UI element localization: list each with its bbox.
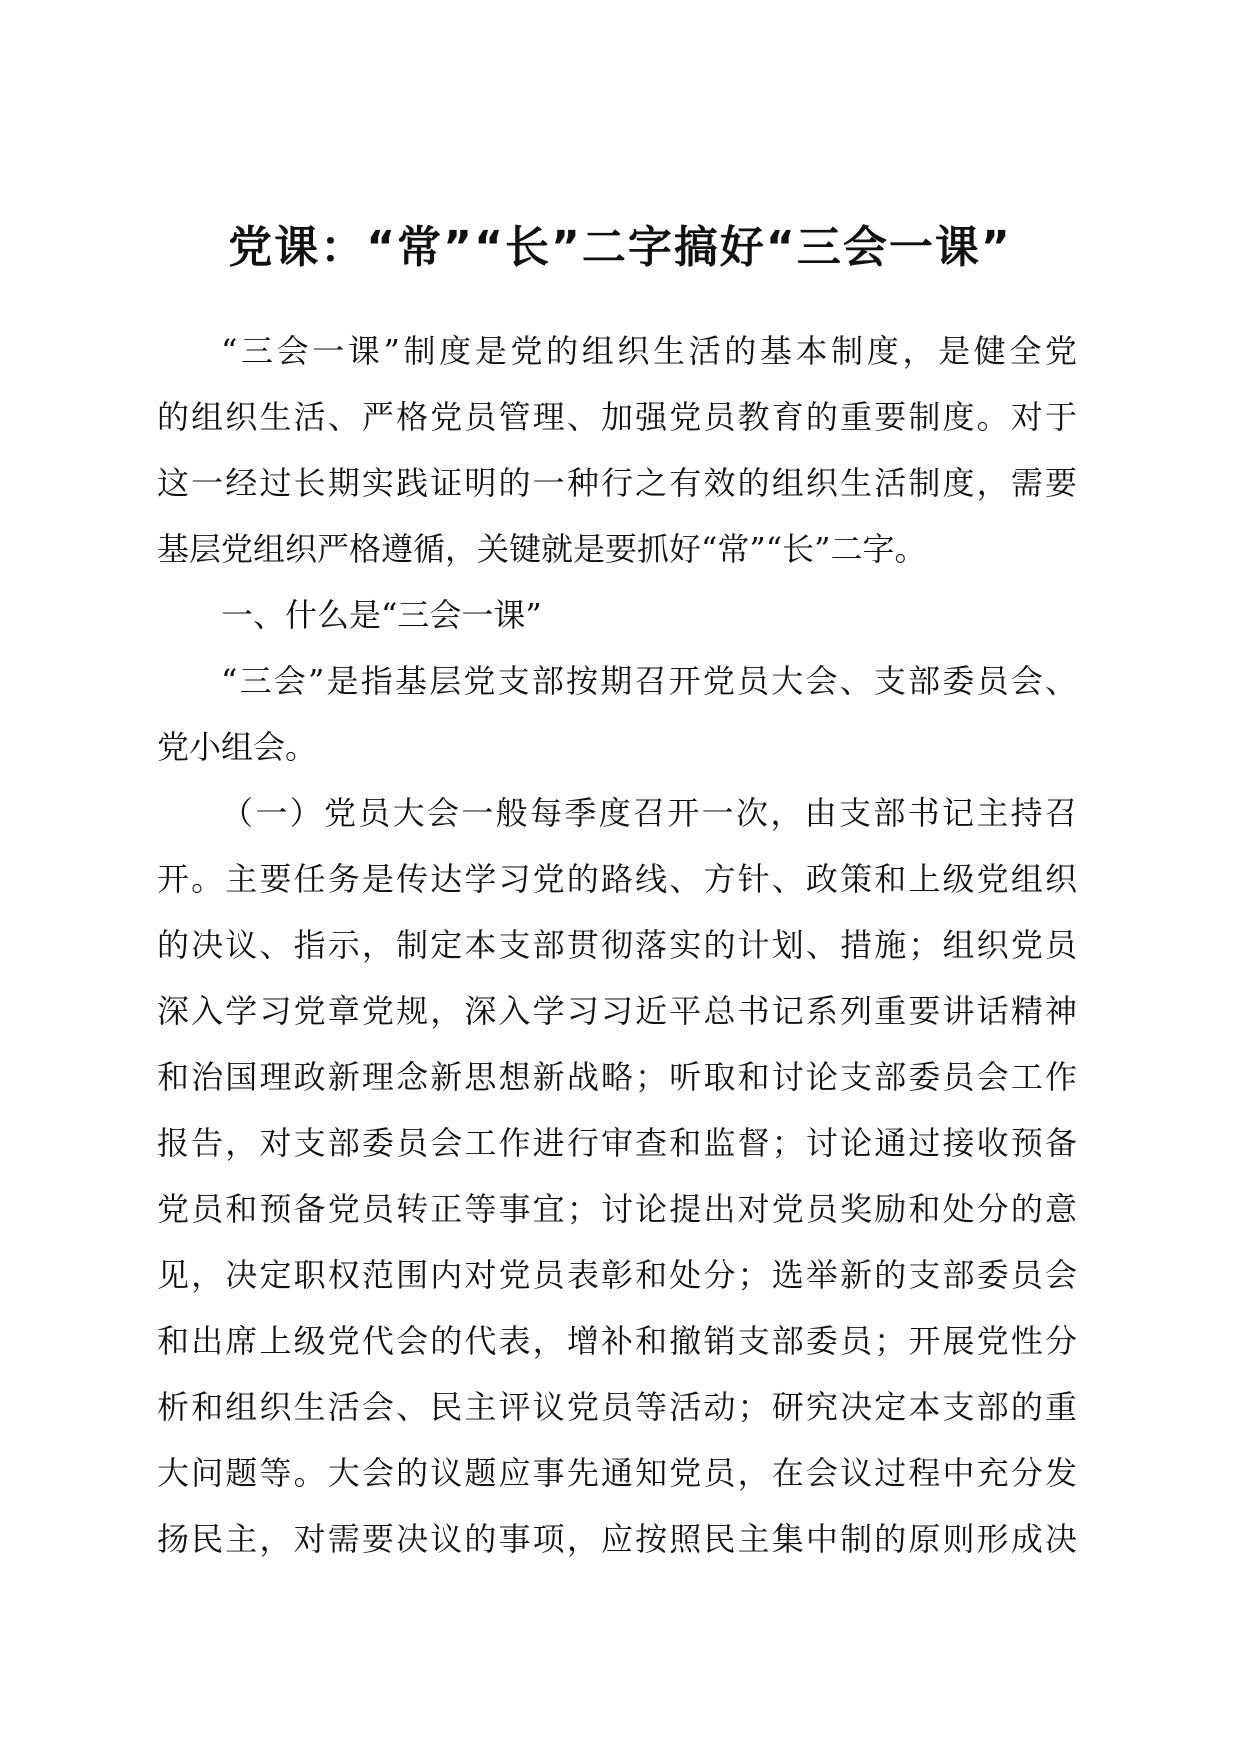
paragraph-3-line-2: 开。主要任务是传达学习党的路线、方针、政策和上级党组织 [157,860,1077,898]
paragraph-1-line-1: “三会一课”制度是党的组织生活的基本制度，是健全党 [221,332,1077,370]
paragraph-1-line-2: 的组织生活、严格党员管理、加强党员教育的重要制度。对于 [157,398,1077,436]
paragraph-1-line-4: 基层党组织严格遵循，关键就是要抓好“常”“长”二字。 [157,530,927,568]
paragraph-3-line-11: 大问题等。大会的议题应事先通知党员，在会议过程中充分发 [157,1454,1077,1492]
section-heading-1: 一、什么是“三会一课” [221,596,542,634]
paragraph-3-line-1: （一）党员大会一般每季度召开一次，由支部书记主持召 [221,794,1077,832]
paragraph-3-line-8: 见，决定职权范围内对党员表彰和处分；选举新的支部委员会 [157,1256,1077,1294]
paragraph-3-line-10: 析和组织生活会、民主评议党员等活动；研究决定本支部的重 [157,1388,1077,1426]
paragraph-2-line-1: “三会”是指基层党支部按期召开党员大会、支部委员会、 [221,662,1077,700]
page-title: 党课：“常”“长”二字搞好“三会一课” [228,222,1012,273]
paragraph-3-line-3: 的决议、指示，制定本支部贯彻落实的计划、措施；组织党员 [157,926,1077,964]
paragraph-2-line-2: 党小组会。 [157,728,318,766]
paragraph-3-line-4: 深入学习党章党规，深入学习习近平总书记系列重要讲话精神 [157,992,1077,1030]
paragraph-3-line-7: 党员和预备党员转正等事宜；讨论提出对党员奖励和处分的意 [157,1190,1077,1228]
paragraph-3-line-12: 扬民主，对需要决议的事项，应按照民主集中制的原则形成决 [157,1520,1077,1558]
paragraph-1-line-3: 这一经过长期实践证明的一种行之有效的组织生活制度，需要 [157,464,1077,502]
paragraph-3-line-5: 和治国理政新理念新思想新战略；听取和讨论支部委员会工作 [157,1058,1077,1096]
paragraph-3-line-6: 报告，对支部委员会工作进行审查和监督；讨论通过接收预备 [157,1124,1077,1162]
document-body [157,318,1077,1572]
paragraph-3-line-9: 和出席上级党代会的代表，增补和撤销支部委员；开展党性分 [157,1322,1077,1360]
